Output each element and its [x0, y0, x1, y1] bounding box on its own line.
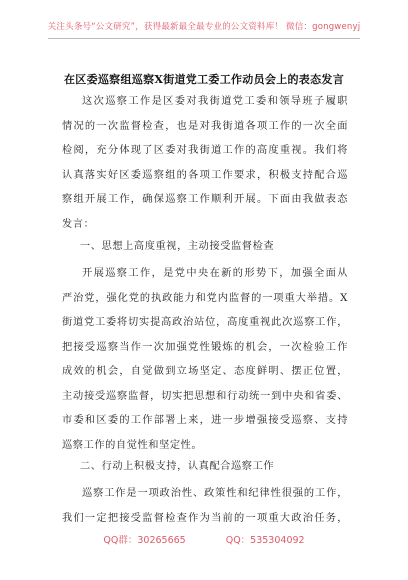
paragraph-line: 巡察工作的自觉性和坚定性。 [62, 439, 203, 451]
paragraph-line: 把接受巡察当作一次加强党性锻炼的机会，一次检验工作 [62, 341, 348, 353]
header-note: 关注头条号“公文研究”，获得最新最全最专业的公文资料库！ 微信：gongwenyj [47, 22, 361, 32]
paragraph-line: 市委和区委的工作部署上来，进一步增强接受巡察、支持 [62, 415, 348, 426]
paragraph-line: 主动接受巡察监督，切实把思想和行动统一到中央和省委、 [62, 390, 348, 402]
paragraph-line: 认真落实好区委巡察组的各项工作要求，积极支持配合巡 [62, 169, 348, 181]
paragraph-line: 检阅，充分体现了区委对我街道工作的高度重视。我们将 [62, 145, 348, 156]
paragraph-1 [62, 90, 348, 237]
paragraph-line: 巡察工作是一项政治性、政策性和纪律性很强的工作， [82, 488, 348, 499]
footer-qq-group: QQ群：30265665 [103, 535, 186, 546]
paragraph-line: 发言： [62, 218, 95, 230]
footer-contact [0, 532, 408, 546]
footer-qq: QQ：535304092 [225, 535, 305, 546]
header-divider [48, 38, 360, 39]
section-heading-1: 一、思想上高度重视，主动接受监督检查 [80, 241, 275, 252]
document-title: 在区委巡察组巡察X街道党工委工作动员会上的表态发言 [63, 73, 345, 86]
paragraph-line: 街道党工委将切实提高政治站位，高度重视此次巡察工作， [62, 317, 348, 328]
paragraph-line: 开展巡察工作，是党中央在新的形势下，加强全面从 [82, 268, 348, 279]
paragraph-line: 严治党，强化党的执政能力和党内监督的一项重大举措。X [62, 292, 348, 304]
paragraph-line: 这次巡察工作是区委对我街道党工委和领导班子履职 [82, 96, 348, 107]
paragraph-line: 我们一定把接受监督检查作为当前的一项重大政治任务， [62, 512, 348, 524]
paragraph-line: 情况的一次监督检查，也是对我街道各项工作的一次全面 [62, 120, 348, 132]
paragraph-line: 成效的机会，自觉做到立场坚定、态度鲜明、摆正位置， [62, 366, 348, 377]
section-heading-2: 二、行动上积极支持，认真配合巡察工作 [80, 461, 275, 472]
paragraph-3 [62, 482, 348, 531]
paragraph-line: 察组开展工作，确保巡察工作顺利开展。下面由我做表态 [62, 194, 348, 205]
paragraph-2 [62, 262, 348, 458]
